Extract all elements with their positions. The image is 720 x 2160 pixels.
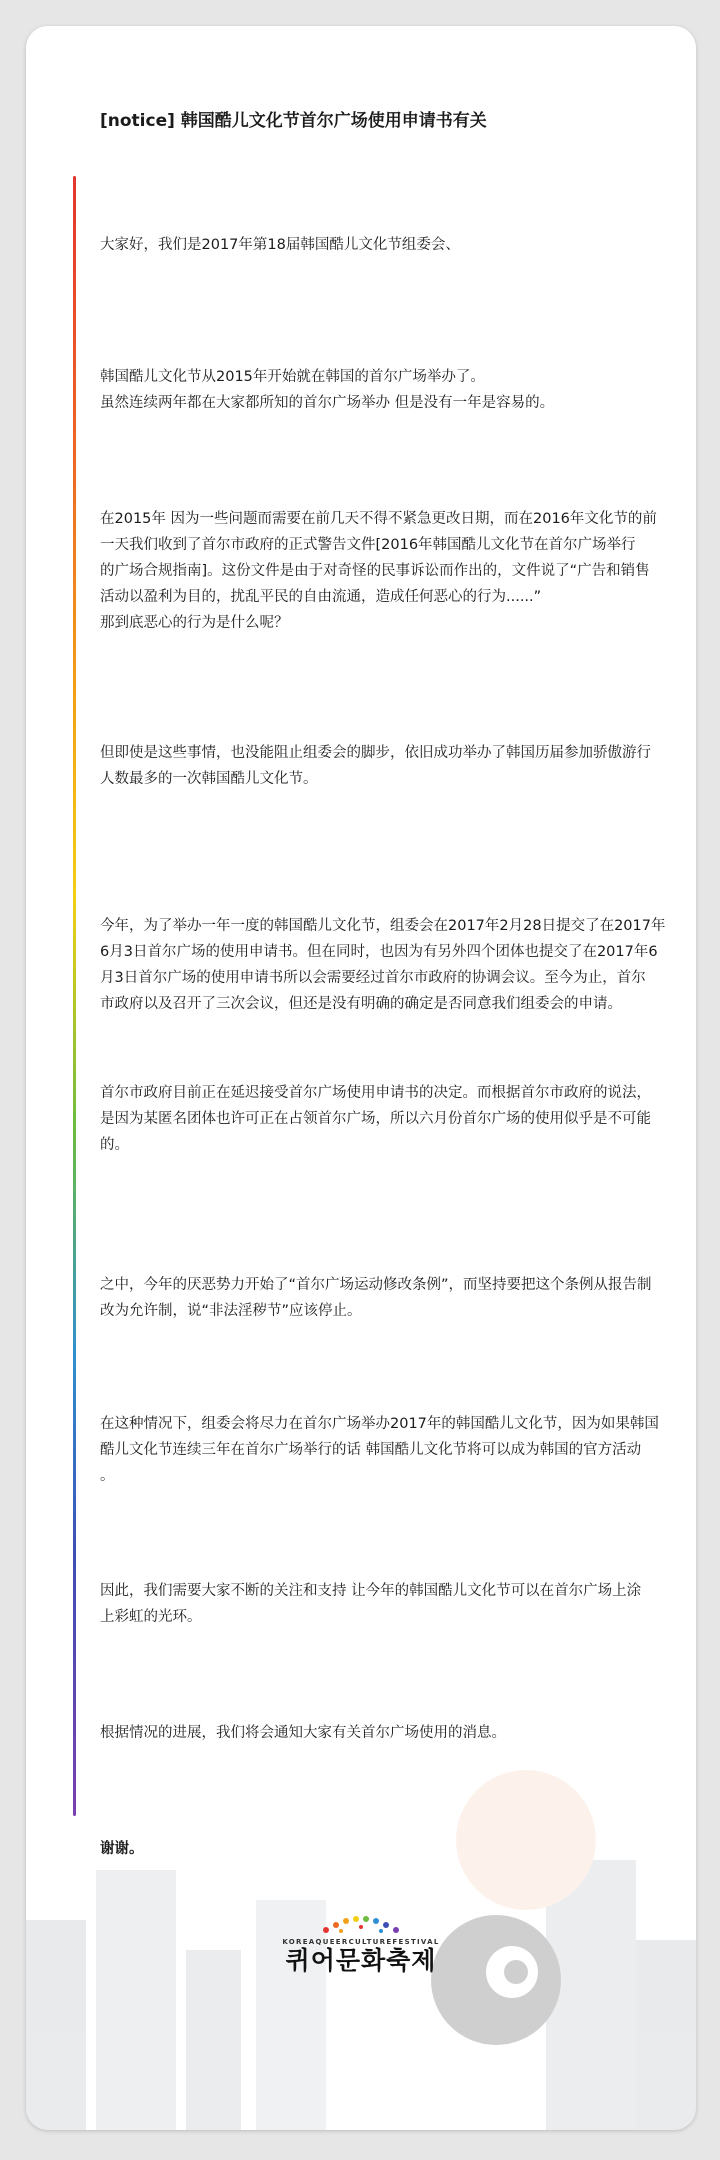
notice-card: [26, 26, 696, 2130]
text-line: 今年，为了举办一年一度的韩国酷儿文化节，组委会在2017年2月28日提交了在2017年: [100, 918, 666, 934]
text-line: 虽然连续两年都在大家都所知的首尔广场举办 但是没有一年是容易的。: [100, 395, 555, 411]
text-line: 6月3日首尔广场的使用申请书。但在同时，也因为有另外四个团体也提交了在2017年6: [100, 944, 658, 960]
paragraph-history: [100, 364, 696, 416]
text-line: 酷儿文化节连续三年在首尔广场举行的话 韩国酷儿文化节将可以成为韩国的官方活动: [100, 1442, 642, 1458]
notice-title: [notice] 韩国酷儿文化节首尔广场使用申请书有关: [100, 111, 487, 131]
text-line: 那到底恶心的行为是什么呢？: [100, 615, 289, 631]
text-line: 是因为某匿名团体也许可正在占领首尔广场，所以六月份首尔广场的使用似乎是不可能: [100, 1111, 651, 1127]
logo-english-text: KOREAQUEERCULTUREFESTIVAL: [282, 1938, 440, 1946]
text-line: 活动以盈利为目的，扰乱平民的自由流通，造成任何恶心的行为......”: [100, 589, 542, 605]
text-line: 在2015年 因为一些问题而需要在前几天不得不紧急更改日期，而在2016年文化节的前: [100, 511, 657, 527]
text-line: 市政府以及召开了三次会议，但还是没有明确的确定是否同意我们组委会的申请。: [100, 996, 622, 1012]
paragraph-thanks: [100, 1836, 696, 1862]
text-line: 韩国酷儿文化节从2015年开始就在韩国的首尔广场举办了。: [100, 369, 485, 385]
paragraph-updates: [100, 1720, 696, 1746]
paragraph-support: [100, 1578, 696, 1630]
rainbow-accent-line: [73, 176, 76, 1816]
paragraph-official-event: [100, 1411, 696, 1489]
logo-korean-text: 퀴어문화축제: [285, 1946, 437, 1975]
paragraph-opposition: [100, 1272, 696, 1324]
paragraph-application: [100, 913, 696, 1017]
paragraph-2015-2016: [100, 506, 696, 636]
text-line: 大家好，我们是2017年第18届韩国酷儿文化节组委会、: [100, 237, 460, 253]
paragraph-largest-festival: [100, 740, 696, 792]
text-line: 的广场合规指南]。这份文件是由于对奇怪的民事诉讼而作出的，文件说了“广告和销售: [100, 563, 650, 579]
text-line: 的。: [100, 1137, 129, 1153]
text-line: 因此，我们需要大家不断的关注和支持 让今年的韩国酷儿文化节可以在首尔广场上涂: [100, 1583, 642, 1599]
text-line: 改为允许制，说“非法淫秽节”应该停止。: [100, 1303, 362, 1319]
text-line: 根据情况的进展，我们将会通知大家有关首尔广场使用的消息。: [100, 1725, 506, 1741]
text-line: 月3日首尔广场的使用申请书所以会需要经过首尔市政府的协调会议。至今为止，首尔: [100, 970, 646, 986]
text-line: 之中，今年的厌恶势力开始了“首尔广场运动修改条例”，而坚持要把这个条例从报告制: [100, 1277, 652, 1293]
text-line: 首尔市政府目前正在延迟接受首尔广场使用申请书的决定。而根据首尔市政府的说法，: [100, 1085, 651, 1101]
text-line: 一天我们收到了首尔市政府的正式警告文件[2016年韩国酷儿文化节在首尔广场举行: [100, 537, 636, 553]
text-line: 。: [100, 1468, 115, 1484]
text-line: 在这种情况下，组委会将尽力在首尔广场举办2017年的韩国酷儿文化节，因为如果韩国: [100, 1416, 659, 1432]
text-line: 人数最多的一次韩国酷儿文化节。: [100, 771, 318, 787]
text-line: 但即使是这些事情，也没能阻止组委会的脚步，依旧成功举办了韩国历届参加骄傲游行: [100, 745, 651, 761]
paragraph-greeting: [100, 232, 696, 258]
rainbow-dots-icon: [316, 1914, 406, 1936]
festival-logo: [226, 1914, 496, 1976]
text-line: 上彩虹的光环。: [100, 1609, 202, 1625]
paragraph-delay: [100, 1080, 696, 1158]
text-line: 谢谢。: [100, 1841, 144, 1857]
